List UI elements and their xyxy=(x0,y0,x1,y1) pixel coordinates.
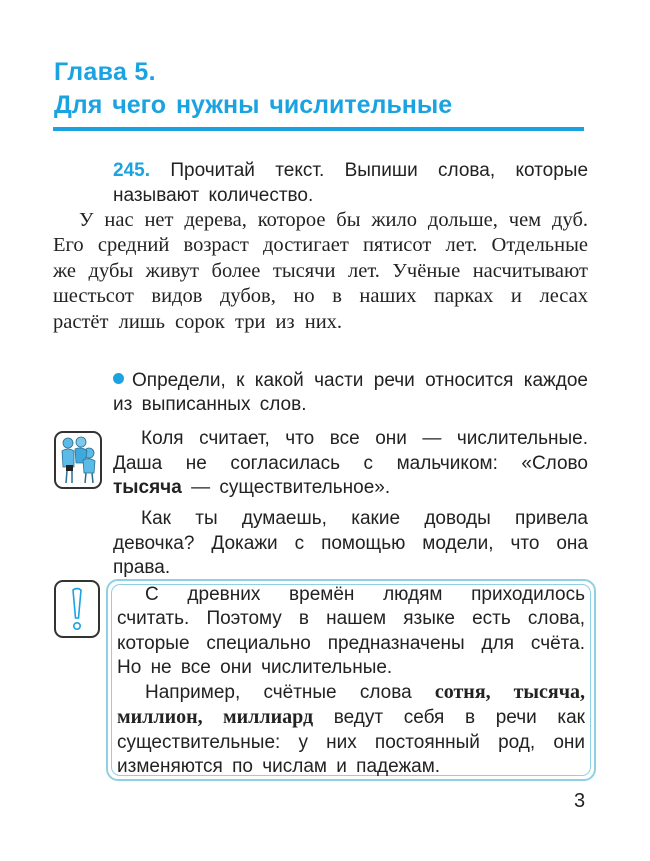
question-paragraph: Как ты думаешь, какие доводы привела девочка? Докажи с помощью модели, что она права. xyxy=(113,508,588,578)
dialogue-bold-word: тысяча xyxy=(113,477,182,498)
exercise-number: 245. xyxy=(113,160,150,181)
rule-paragraph-2-start: Например, счётные слова xyxy=(145,682,435,704)
reading-paragraph: У нас нет дерева, которое бы жило дольше, чем дуб. Его средний возраст достигает пятисот лет. Отдельные же дубы живут более тысячи лет. Учёные насчитывают шестьсот видов дубов, но в наших парках и лесах растёт лишь сорок три из них. xyxy=(53,209,588,333)
rule-text xyxy=(117,583,585,779)
bullet-task-text: Определи, к какой части речи относится каждое из выписанных слов. xyxy=(113,370,588,415)
rule-paragraph-1: С древних времён людям приходилось считать. Поэтому в нашем языке есть слова, которые специально предназначены для счёта. Но не все они числительные. xyxy=(117,584,585,678)
page-number: 3 xyxy=(574,790,586,812)
exercise-text: Прочитай текст. Выпиши слова, которые называют количество. xyxy=(113,160,589,206)
rule-paragraph-2-end: ведут себя в речи как существительные: у них постоянный род, они изменяются по числам и падежам. xyxy=(117,707,585,778)
reading-text xyxy=(53,208,588,335)
rule-paragraph-2 xyxy=(117,680,585,779)
kids-group-icon xyxy=(54,431,102,489)
dialogue-part-2: — существительное». xyxy=(181,477,391,498)
exclamation-icon xyxy=(54,580,100,638)
chapter-title: Для чего нужны числительные xyxy=(54,91,453,119)
dialogue-part-1: Коля считает, что все они — числительные. Даша не согласилась с мальчиком: «Слово xyxy=(113,428,588,474)
dialogue-text xyxy=(113,427,588,501)
title-divider xyxy=(53,127,584,131)
bullet-dot-icon xyxy=(113,373,124,384)
exercise-instruction xyxy=(113,158,588,208)
question-text xyxy=(113,507,588,581)
bullet-task xyxy=(113,369,588,417)
rule-bold-words: сотня, тысяча, миллион, миллиард xyxy=(117,681,585,729)
chapter-label: Глава 5. xyxy=(54,58,156,86)
